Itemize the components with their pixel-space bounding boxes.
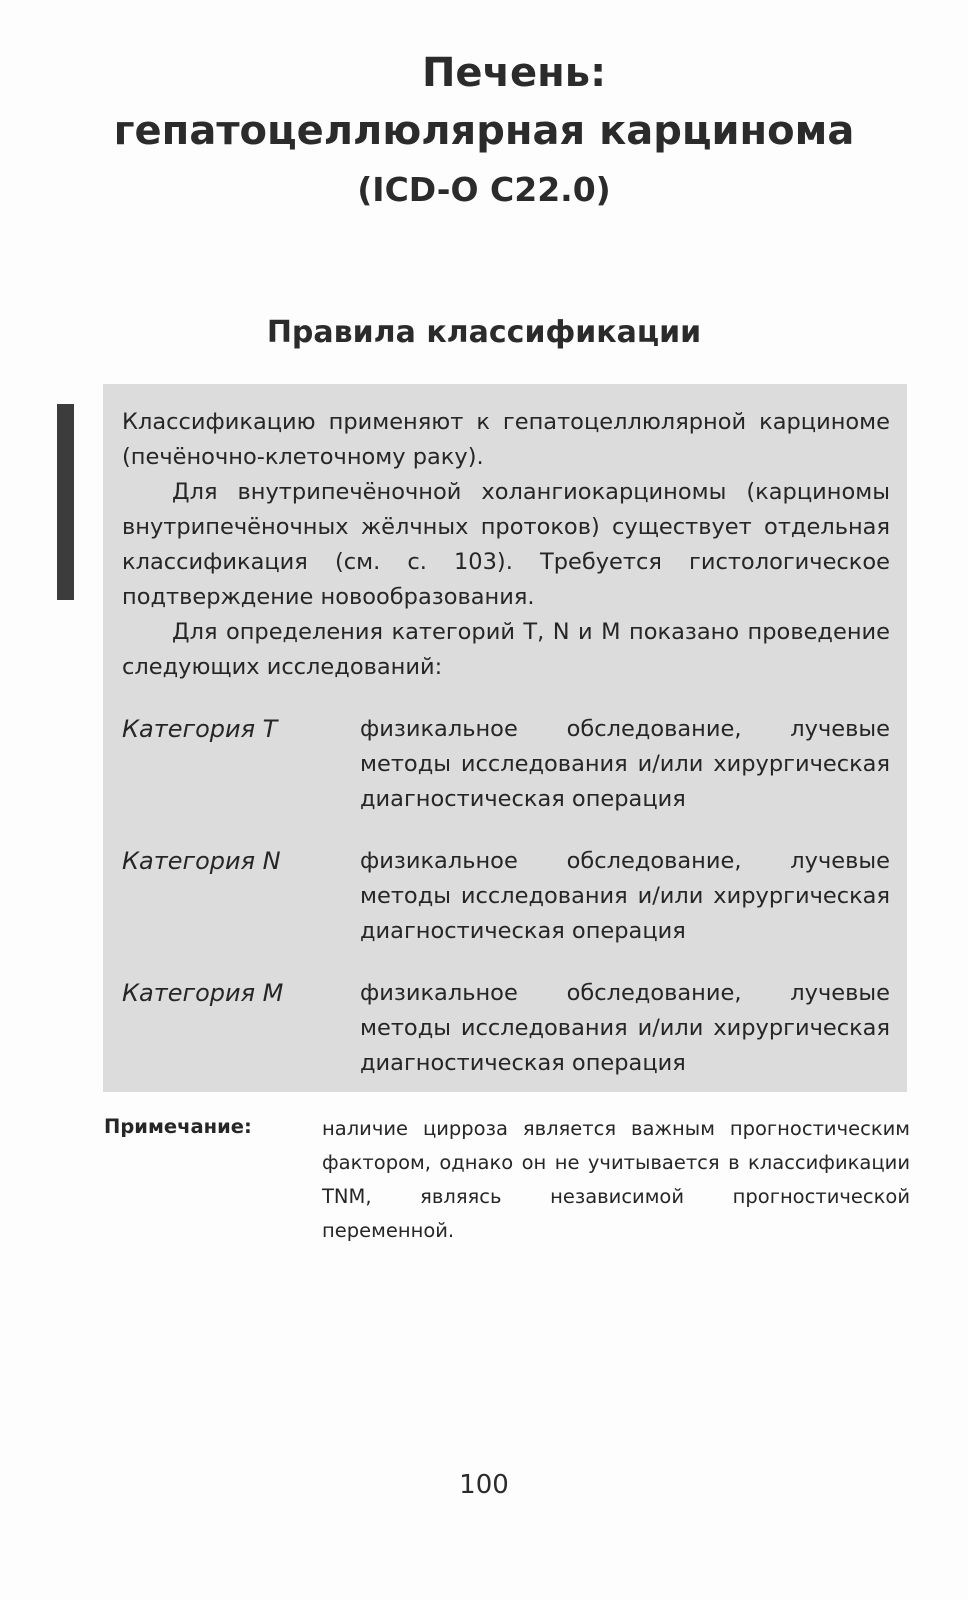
category-m-description: физикальное обследование, лучевые методы исследования и/или хирургическая диагностическая операция	[360, 980, 890, 1076]
category-n-description: физикальное обследование, лучевые методы исследования и/или хирургическая диагностическая операция	[360, 848, 890, 944]
category-m-label: Категория M	[122, 979, 284, 1007]
rules-paragraph-1: Классификацию применяют к гепатоцеллюлярной карциноме (печёночно-клеточному раку).	[122, 409, 890, 470]
page-number: 100	[459, 1470, 509, 1500]
category-t-label: Категория T	[122, 715, 278, 743]
margin-marker-bar	[57, 404, 74, 600]
note-text: наличие цирроза является важным прогностическим фактором, однако он не учитывается в классификации TNM, являясь независимой прогностической переменной.	[322, 1117, 910, 1242]
page-title-line-1: Печень:	[421, 50, 607, 96]
note-label: Примечание:	[104, 1115, 252, 1138]
category-n-label: Категория N	[122, 847, 281, 875]
rules-paragraph-2: Для внутрипечёночной холангиокарциномы (карциномы внутрипечёночных жёлчных протоков) существует отдельная классификация (см. с. 103). Требуется гистологическое подтверждение новообразования.	[122, 479, 890, 610]
page-title-line-2: гепатоцеллюлярная карцинома	[113, 108, 855, 154]
section-heading: Правила классификации	[266, 315, 702, 350]
category-t-description: физикальное обследование, лучевые методы исследования и/или хирургическая диагностическая операция	[360, 716, 890, 812]
rules-paragraph-3: Для определения категорий T, N и M показано проведение следующих исследований:	[122, 619, 890, 680]
page-title-code: (ICD-O C22.0)	[357, 170, 611, 209]
